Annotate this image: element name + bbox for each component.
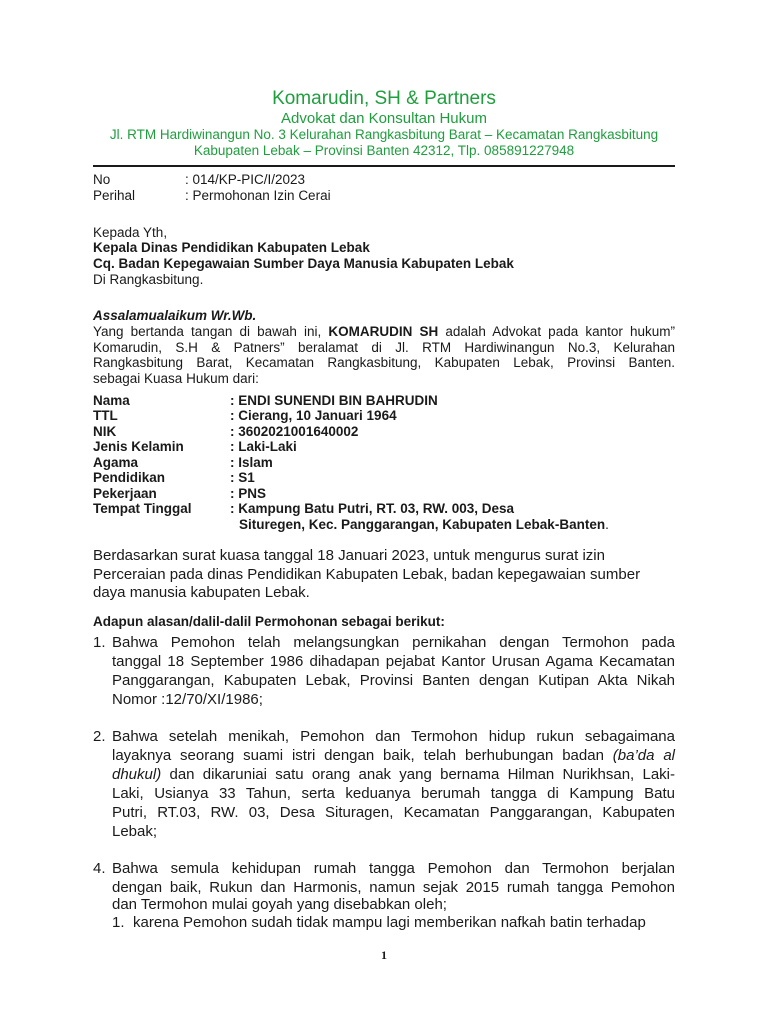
client-value: : Kampung Batu Putri, RT. 03, RW. 003, Desa (230, 501, 515, 516)
letterhead-divider (93, 165, 675, 167)
reason1-line4: Nomor :12/70/XI/1986; (112, 691, 263, 708)
addressee-line3: Cq. Badan Kepegawaian Sumber Daya Manusia Kabupaten Lebak (93, 256, 514, 271)
client-label: Nama (93, 393, 130, 408)
ref-subject-label: Perihal (93, 188, 136, 203)
client-value: : S1 (230, 470, 255, 485)
client-label: Jenis Kelamin (93, 439, 184, 454)
reason2-line5: Putri, RT.03, RW. 03, Desa Situragen, Kecamatan Panggarangan, Kabupaten (112, 804, 675, 821)
reason2-line1: Bahwa setelah menikah, Pemohon dan Termohon hidup rukun sebagaimana (112, 728, 675, 745)
client-label: Pekerjaan (93, 486, 157, 501)
page-number: 1 (381, 948, 387, 962)
client-value: : PNS (230, 486, 267, 501)
reason2-number: 2. (93, 728, 106, 745)
basis-line3: daya manusia kabupaten Lebak. (93, 584, 310, 601)
reason1-line1: Bahwa Pemohon telah melangsungkan pernikahan dengan Termohon pada (112, 634, 675, 651)
opening-line2: Komarudin, S.H & Patners” beralamat di Jl. RTM Hardiwinangun No.3, Kelurahan (93, 340, 675, 355)
client-label: Pendidikan (93, 470, 166, 485)
reason2-line4: Laki, Usianya 33 Tahun, serta keduanya berumah tangga di Kampung Batu (112, 785, 675, 802)
reason4-subitem-line1: karena Pemohon sudah tidak mampu lagi memberikan nafkah batin terhadap (133, 914, 646, 931)
reason2-line6: Lebak; (112, 823, 158, 840)
reason1-line2: tanggal 18 September 1986 dihadapan pejabat Kantor Urusan Agama Kecamatan (112, 653, 675, 670)
reason1-number: 1. (93, 634, 106, 651)
client-value: : Cierang, 10 Januari 1964 (230, 408, 397, 423)
client-value: : Laki-Laki (230, 439, 297, 454)
addressee-line4: Di Rangkasbitung. (93, 272, 204, 287)
addressee-line1: Kepada Yth, (93, 225, 168, 240)
opening-line3: Rangkasbitung Barat, Kecamatan Rangkasbitung, Kabupaten Lebak, Provinsi Banten. (93, 355, 675, 370)
firm-subtitle: Advokat dan Konsultan Hukum (281, 110, 487, 127)
firm-address-line2: Kabupaten Lebak – Provinsi Banten 42312, Tlp. 085891227948 (193, 143, 575, 158)
greeting: Assalamualaikum Wr.Wb. (93, 308, 257, 323)
reason4-line1: Bahwa semula kehidupan rumah tangga Pemohon dan Termohon berjalan (112, 860, 675, 877)
opening-line1: Yang bertanda tangan di bawah ini, KOMARUDIN SH adalah Advokat pada kantor hukum” (93, 324, 675, 339)
reason4-line3: dan Termohon mulai goyah yang disebabkan oleh; (112, 896, 447, 913)
reason2-line3: dhukul) dan dikaruniai satu orang anak yang bernama Hilman Nurikhsan, Laki- (112, 766, 675, 783)
client-value: : 3602021001640002 (230, 424, 359, 439)
reason1-line3: Panggarangan, Kabupaten Lebak, Provinsi Banten dengan Kutipan Akta Nikah (112, 672, 675, 689)
client-value: : ENDI SUNENDI BIN BAHRUDIN (230, 393, 438, 408)
basis-line2: Perceraian pada dinas Pendidikan Kabupaten Lebak, badan kepegawaian sumber (93, 566, 641, 583)
ref-no-value: : 014/KP-PIC/I/2023 (185, 172, 306, 187)
reason2-line2: layaknya seorang suami istri dengan baik, telah berhubungan badan (ba’da al (112, 747, 675, 764)
reason4-number: 4. (93, 860, 106, 877)
client-label: NIK (93, 424, 117, 439)
basis-line1: Berdasarkan surat kuasa tanggal 18 Januari 2023, untuk mengurus surat izin (93, 547, 605, 564)
opening-line4: sebagai Kuasa Hukum dari: (93, 371, 259, 386)
client-value: : Islam (230, 455, 273, 470)
ref-no-label: No (93, 172, 111, 187)
reason4-subitem-number: 1. (112, 914, 125, 931)
client-label: TTL (93, 408, 118, 423)
addressee-line2: Kepala Dinas Pendidikan Kabupaten Lebak (93, 240, 370, 255)
reason4-line2: dengan baik, Rukun dan Harmonis, namun sejak 2015 rumah tangga Pemohon (112, 879, 675, 896)
reasons-heading: Adapun alasan/dalil-dalil Permohonan sebagai berikut: (93, 614, 445, 629)
client-label: Agama (93, 455, 139, 470)
ref-subject-value: : Permohonan Izin Cerai (185, 188, 331, 203)
client-label: Tempat Tinggal (93, 501, 192, 516)
client-address-continued: Situregen, Kec. Panggarangan, Kabupaten Lebak-Banten. (239, 517, 609, 532)
firm-address-line1: Jl. RTM Hardiwinangun No. 3 Kelurahan Rangkasbitung Barat – Kecamatan Rangkasbitung (109, 127, 659, 142)
firm-name: Komarudin, SH & Partners (272, 88, 496, 109)
